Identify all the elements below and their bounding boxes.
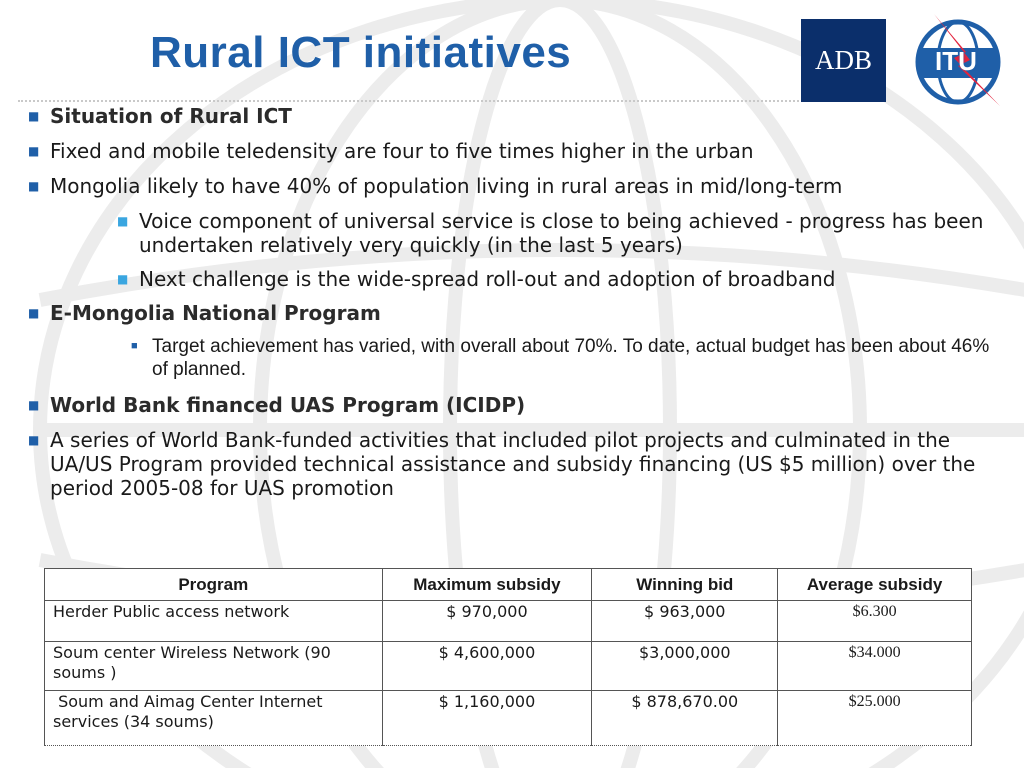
bullet-text: E-Mongolia National Program xyxy=(50,301,381,325)
bullet-text: Target achievement has varied, with overall about 70%. To date, actual budget has been about 46% of planned. xyxy=(152,336,990,380)
winning-bid-cell: $ 963,000 xyxy=(592,601,778,642)
winning-bid-cell: $ 878,670.00 xyxy=(592,691,778,746)
table-header-row xyxy=(45,569,972,601)
bullet-item xyxy=(0,104,1024,128)
program-cell: Soum and Aimag Center Internet services (34 soums) xyxy=(45,691,383,746)
itu-logo-text: ITU xyxy=(935,46,977,76)
bullet-text: Voice component of universal service is close to being achieved - progress has been undertaken relatively very quickly (in the last 5 years) xyxy=(139,209,984,257)
column-header: Average subsidy xyxy=(778,569,972,601)
square-bullet-icon: ■ xyxy=(117,214,129,228)
average-subsidy-cell: $34.000 xyxy=(778,642,972,691)
square-bullet-icon: ■ xyxy=(28,109,40,123)
bullet-text: Situation of Rural ICT xyxy=(50,104,292,128)
subsidy-table xyxy=(44,568,972,746)
column-header: Program xyxy=(45,569,383,601)
max-subsidy-cell: $ 970,000 xyxy=(382,601,592,642)
table-row xyxy=(45,642,972,691)
table-row xyxy=(45,691,972,746)
bullet-item xyxy=(0,428,1024,500)
winning-bid-cell: $3,000,000 xyxy=(592,642,778,691)
average-subsidy-cell: $25.000 xyxy=(778,691,972,746)
bullet-item xyxy=(0,301,1024,325)
program-cell: Herder Public access network xyxy=(45,601,383,642)
slide-title: Rural ICT initiatives xyxy=(150,28,572,77)
bullet-text: Next challenge is the wide-spread roll-out and adoption of broadband xyxy=(139,267,836,291)
max-subsidy-cell: $ 4,600,000 xyxy=(382,642,592,691)
square-bullet-icon: ■ xyxy=(117,272,129,286)
column-header: Winning bid xyxy=(592,569,778,601)
bullet-text: Mongolia likely to have 40% of population living in rural areas in mid/long-term xyxy=(50,174,843,198)
square-bullet-icon: ■ xyxy=(28,398,40,412)
table-row xyxy=(45,601,972,642)
column-header: Maximum subsidy xyxy=(382,569,592,601)
square-bullet-icon: ■ xyxy=(28,144,40,158)
square-bullet-icon: ■ xyxy=(28,433,40,447)
bullet-text: World Bank financed UAS Program (ICIDP) xyxy=(50,393,526,417)
sub-bullet-item xyxy=(0,335,1024,381)
bullet-item xyxy=(0,393,1024,417)
itu-logo xyxy=(906,8,1006,108)
bullet-item xyxy=(0,174,1024,198)
adb-logo xyxy=(801,19,886,102)
bullet-text: Fixed and mobile teledensity are four to five times higher in the urban xyxy=(50,139,754,163)
square-bullet-icon: ■ xyxy=(131,340,138,352)
title-divider xyxy=(18,100,886,102)
sub-bullet-item xyxy=(0,267,1024,291)
bullet-text: A series of World Bank-funded activities that included pilot projects and culminated in the UA/US Program provided technical assistance and subsidy financing (US $5 million) over the period 2005-08 for UAS promotion xyxy=(50,428,976,500)
max-subsidy-cell: $ 1,160,000 xyxy=(382,691,592,746)
sub-bullet-item xyxy=(0,209,1024,257)
bullet-item xyxy=(0,139,1024,163)
average-subsidy-cell: $6.300 xyxy=(778,601,972,642)
square-bullet-icon: ■ xyxy=(28,306,40,320)
bullet-list xyxy=(0,104,1024,500)
adb-logo-text: ADB xyxy=(814,45,872,75)
square-bullet-icon: ■ xyxy=(28,179,40,193)
program-cell: Soum center Wireless Network (90 soums ) xyxy=(45,642,383,691)
